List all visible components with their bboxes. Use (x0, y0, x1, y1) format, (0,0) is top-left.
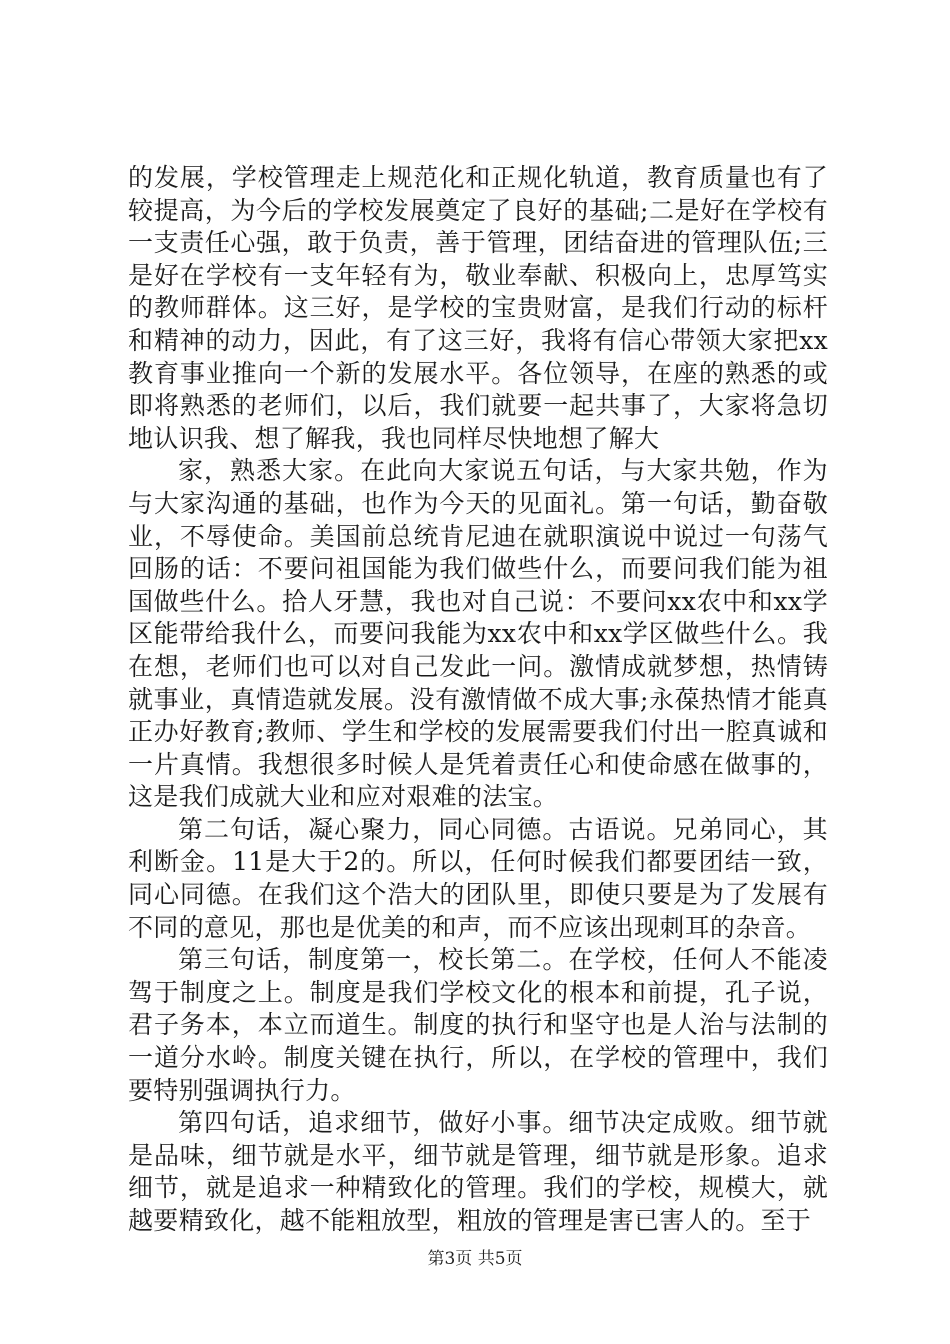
document-body (128, 162, 828, 1238)
paragraph-1: 的发展，学校管理走上规范化和正规化轨道，教育质量也有了较提高，为今后的学校发展奠定了良好的基础;二是好在学校有一支责任心强，敢于负责，善于管理，团结奋进的管理队伍;三是好在学校有一支年轻有为，敬业奉献、积极向上，忠厚笃实的教师群体。这三好，是学校的宝贵财富，是我们行动的标杆和精神的动力，因此，有了这三好，我将有信心带领大家把xx教育事业推向一个新的发展水平。各位领导，在座的熟悉的或即将熟悉的老师们，以后，我们就要一起共事了，大家将急切地认识我、想了解我，我也同样尽快地想了解大 (128, 163, 828, 453)
paragraph-5: 第四句话，追求细节，做好小事。细节决定成败。细节就是品味，细节就是水平，细节就是管理，细节就是形象。追求细节，就是追求一种精致化的管理。我们的学校，规模大，就越要精致化，越不能粗放型，粗放的管理是害已害人的。至于 (128, 1108, 828, 1235)
paragraph-2: 家，熟悉大家。在此向大家说五句话，与大家共勉，作为与大家沟通的基础，也作为今天的见面礼。第一句话，勤奋敬业，不辱使命。美国前总统肯尼迪在就职演说中说过一句荡气回肠的话：不要问祖国能为我们做些什么，而要问我们能为祖国做些什么。拾人牙慧，我也对自己说：不要问xx农中和xx学区能带给我什么，而要问我能为xx农中和xx学区做些什么。我在想，老师们也可以对自己发此一问。激情成就梦想，热情铸就事业，真情造就发展。没有激情做不成大事;永葆热情才能真正办好教育;教师、学生和学校的发展需要我们付出一腔真诚和一片真情。我想很多时候人是凭着责任心和使命感在做事的，这是我们成就大业和应对艰难的法宝。 (128, 456, 828, 812)
paragraph-3: 第二句话，凝心聚力，同心同德。古语说。兄弟同心，其利断金。11是大于2的。所以，任何时候我们都要团结一致，同心同德。在我们这个浩大的团队里，即使只要是为了发展有不同的意见，那也是优美的和声，而不应该出现刺耳的杂音。 (128, 814, 828, 942)
paragraph-4: 第三句话，制度第一，校长第二。在学校，任何人不能凌驾于制度之上。制度是我们学校文化的根本和前提，孔子说，君子务本，本立而道生。制度的执行和坚守也是人治与法制的一道分水岭。制度关键在执行，所以，在学校的管理中，我们要特别强调执行力。 (128, 945, 828, 1105)
page-number-footer: 第3页 共5页 (427, 1249, 523, 1269)
